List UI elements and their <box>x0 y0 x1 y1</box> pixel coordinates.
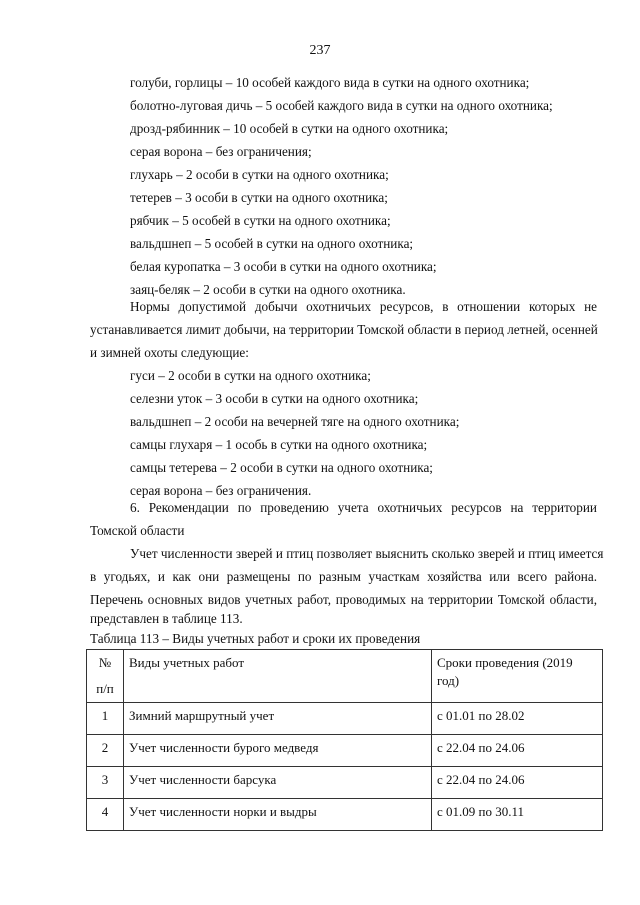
list-item: самцы тетерева – 2 особи в сутки на одного охотника; <box>130 460 433 475</box>
list-item: самцы глухаря – 1 особь в сутки на одного охотника; <box>130 437 428 452</box>
row-type: Учет численности норки и выдры <box>124 799 432 831</box>
list-item: тетерев – 3 особи в сутки на одного охотника; <box>130 190 388 205</box>
row-dates: с 01.01 по 28.02 <box>432 703 603 735</box>
paragraph-line: Нормы допустимой добычи охотничьих ресурсов, в отношении которых не <box>130 299 597 314</box>
row-dates: с 01.09 по 30.11 <box>432 799 603 831</box>
list-item: дрозд-рябинник – 10 особей в сутки на одного охотника; <box>130 121 449 136</box>
list-item: болотно-луговая дичь – 5 особей каждого вида в сутки на одного охотника; <box>130 98 553 113</box>
table-row <box>87 767 603 799</box>
row-dates: с 22.04 по 24.06 <box>432 767 603 799</box>
row-num: 3 <box>87 767 124 799</box>
table-row <box>87 703 603 735</box>
row-dates: с 22.04 по 24.06 <box>432 735 603 767</box>
row-type: Учет численности барсука <box>124 767 432 799</box>
list-item: рябчик – 5 особей в сутки на одного охотника; <box>130 213 391 228</box>
list-item: голуби, горлицы – 10 особей каждого вида в сутки на одного охотника; <box>130 75 530 90</box>
table-row <box>87 735 603 767</box>
paragraph-line: в угодьях, и как они размещены по разным участкам хозяйства или всего района. <box>90 569 597 584</box>
list-item: заяц-беляк – 2 особи в сутки на одного охотника. <box>130 282 406 297</box>
list-item: гуси – 2 особи в сутки на одного охотника; <box>130 368 371 383</box>
section-heading: Томской области <box>90 523 185 538</box>
list-item: вальдшнеп – 2 особи на вечерней тяге на одного охотника; <box>130 414 460 429</box>
paragraph-line: и зимней охоты следующие: <box>90 345 249 360</box>
header-num: № п/п <box>87 650 124 703</box>
list-item: серая ворона – без ограничения; <box>130 144 312 159</box>
table-row <box>87 799 603 831</box>
header-dates: Сроки проведения (2019 год) <box>432 650 603 703</box>
paragraph-line: представлен в таблице 113. <box>90 611 243 626</box>
list-item: серая ворона – без ограничения. <box>130 483 312 498</box>
row-num: 4 <box>87 799 124 831</box>
list-item: вальдшнеп – 5 особей в сутки на одного охотника; <box>130 236 414 251</box>
paragraph-line: Учет численности зверей и птиц позволяет выяснить сколько зверей и птиц имеется <box>130 546 604 561</box>
row-num: 2 <box>87 735 124 767</box>
row-num: 1 <box>87 703 124 735</box>
table-header-row <box>87 650 603 703</box>
header-type: Виды учетных работ <box>124 650 432 703</box>
row-type: Учет численности бурого медведя <box>124 735 432 767</box>
section-heading: 6. Рекомендации по проведению учета охотничьих ресурсов на территории <box>130 500 597 515</box>
paragraph-line: устанавливается лимит добычи, на территории Томской области в период летней, осенней <box>90 322 598 337</box>
row-type: Зимний маршрутный учет <box>124 703 432 735</box>
paragraph-line: Перечень основных видов учетных работ, проводимых на территории Томской области, <box>90 592 597 607</box>
list-item: глухарь – 2 особи в сутки на одного охотника; <box>130 167 389 182</box>
list-item: белая куропатка – 3 особи в сутки на одного охотника; <box>130 259 437 274</box>
page-number: 237 <box>309 43 331 58</box>
survey-table <box>86 649 603 831</box>
table-caption: Таблица 113 – Виды учетных работ и сроки их проведения <box>90 631 421 646</box>
list-item: селезни уток – 3 особи в сутки на одного охотника; <box>130 391 419 406</box>
